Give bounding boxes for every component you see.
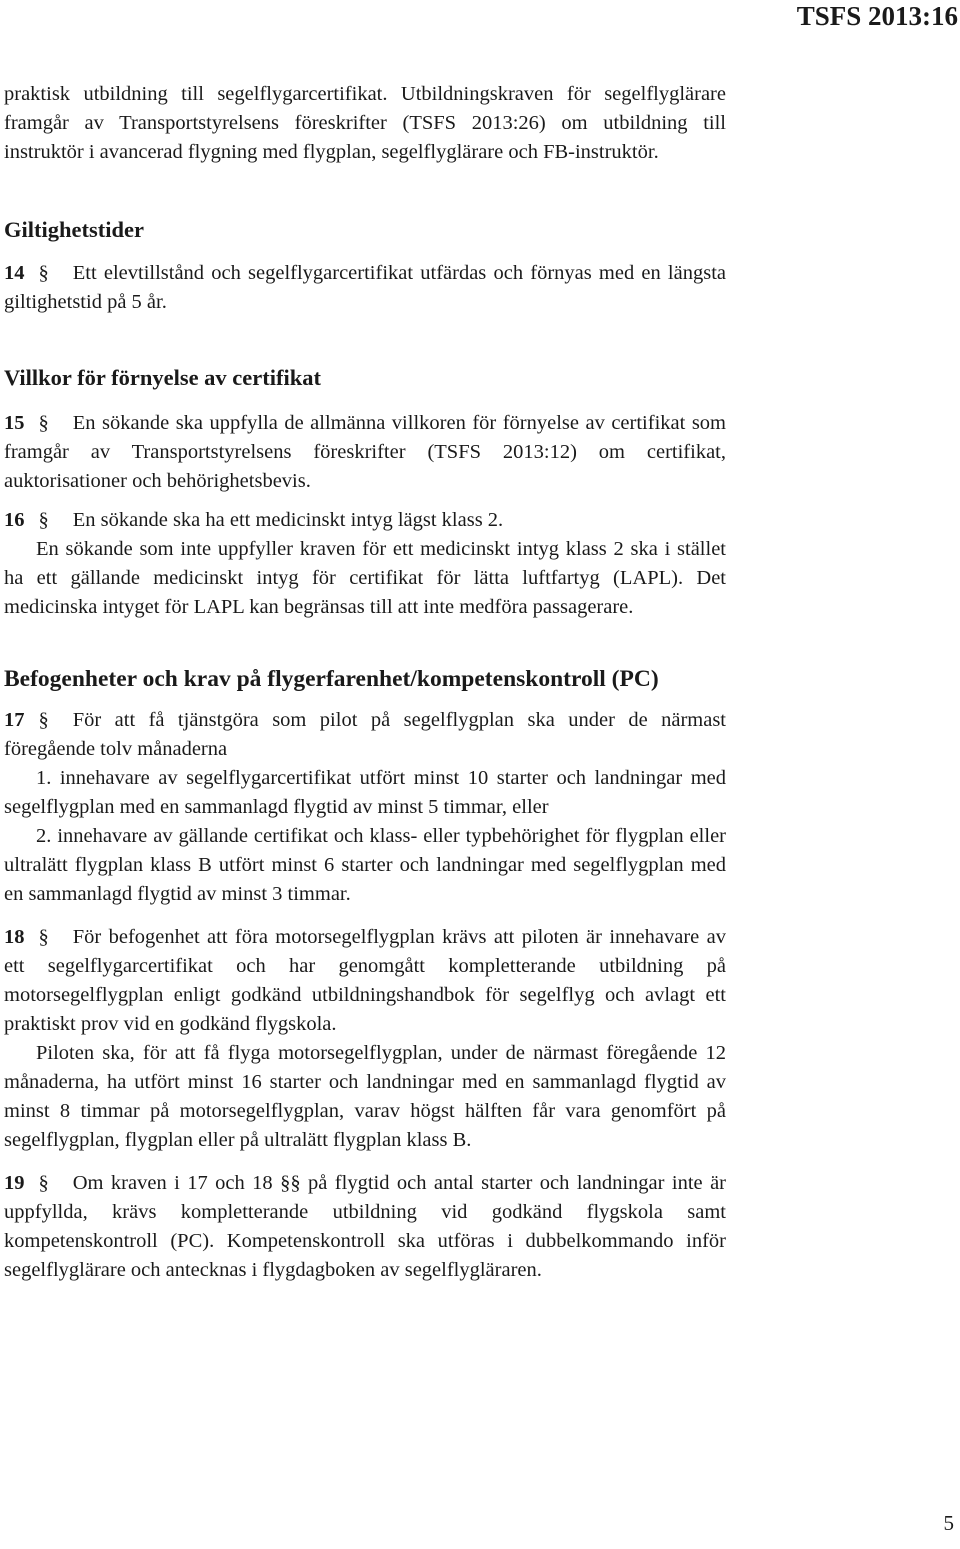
list-item-1: 1. innehavare av segelflygarcertifikat utfört minst 10 starter och landningar med segelflygplan med en sammanlagd flygtid av minst 5 timmar, eller	[4, 767, 726, 818]
paragraph-17	[4, 706, 726, 764]
section-heading-befogenheter: Befogenheter och krav på flygerfarenhet/kompetenskontroll (PC)	[4, 666, 659, 692]
paragraph-14	[4, 259, 726, 317]
section-symbol: §	[38, 509, 49, 531]
running-header: TSFS 2013:16	[796, 1, 958, 31]
section-heading-giltighetstider: Giltighetstider	[4, 217, 144, 242]
paragraph-text: En sökande ska ha ett medicinskt intyg lägst klass 2.	[72, 509, 504, 531]
paragraph-19	[4, 1169, 726, 1285]
document-body	[4, 80, 726, 1285]
paragraph-16	[4, 506, 726, 535]
paragraph-18	[4, 923, 726, 1039]
paragraph-15	[4, 409, 726, 496]
section-symbol: §	[38, 709, 49, 731]
paragraph-number: 18	[4, 926, 25, 948]
paragraph-text: En sökande ska uppfylla de allmänna villkoren för förnyelse av certifikat som framgår av Transportstyrelsens föreskrifter (TSFS 2013:12) om certifikat, auktorisationer och behörighetsbevis.	[4, 412, 726, 492]
section-symbol: §	[38, 412, 49, 434]
section-symbol: §	[38, 1172, 49, 1194]
paragraph-16-continuation: En sökande som inte uppfyller kraven för ett medicinskt intyg klass 2 ska i stället ha ett gällande medicinskt intyg för certifikat för lätta luftfartyg (LAPL). Det medicinska intyget för LAPL kan begränsas till att inte medföra passagerare.	[4, 538, 726, 618]
paragraph-text: Ett elevtillstånd och segelflygarcertifikat utfärdas och förnyas med en längsta giltighetstid på 5 år.	[4, 262, 726, 313]
paragraph-number: 17	[4, 709, 25, 731]
paragraph-number: 16	[4, 509, 25, 531]
page-number: 5	[943, 1511, 954, 1535]
paragraph-number: 15	[4, 412, 25, 434]
paragraph-text: Om kraven i 17 och 18 §§ på flygtid och antal starter och landningar inte är uppfyllda, krävs kompletterande utbildning vid godkänd flygskola samt kompetenskontroll (PC). Kompetenskontroll ska utföras i dubbelkommando inför segelflyglärare och antecknas i flygdagboken av segelflygläraren.	[4, 1172, 726, 1281]
paragraph-number: 19	[4, 1172, 25, 1194]
section-heading-villkor: Villkor för förnyelse av certifikat	[4, 365, 322, 390]
paragraph-text: För befogenhet att föra motorsegelflygplan krävs att piloten är innehavare av ett segelflygarcertifikat och har genomgått kompletterande utbildning på motorsegelflygplan enligt godkänd utbildningshandbok för segelflyg och avlagt ett praktiskt prov vid en godkänd flygskola.	[4, 926, 726, 1035]
section-symbol: §	[38, 262, 49, 284]
list-item-2: 2. innehavare av gällande certifikat och klass- eller typbehörighet för flygplan eller ultralätt flygplan klass B utfört minst 6 starter och landningar med segelflygplan med en sammanlagd flygtid av minst 3 timmar.	[4, 825, 726, 905]
paragraph-number: 14	[4, 262, 25, 284]
intro-paragraph: praktisk utbildning till segelflygarcertifikat. Utbildningskraven för segelflyglärare framgår av Transportstyrelsens föreskrifter (TSFS 2013:26) om utbildning till instruktör i avancerad flygning med flygplan, segelflyglärare och FB-instruktör.	[4, 83, 726, 163]
paragraph-text: För att få tjänstgöra som pilot på segelflygplan ska under de närmast föregående tolv månaderna	[4, 709, 726, 760]
section-symbol: §	[38, 926, 49, 948]
paragraph-18-continuation: Piloten ska, för att få flyga motorsegelflygplan, under de närmast föregående 12 månaderna, ha utfört minst 16 starter och landningar med en sammanlagd flygtid av minst 8 timmar på motorsegelflygplan, varav högst hälften får vara genomfört på segelflygplan, flygplan eller på ultralätt flygplan klass B.	[4, 1042, 726, 1151]
